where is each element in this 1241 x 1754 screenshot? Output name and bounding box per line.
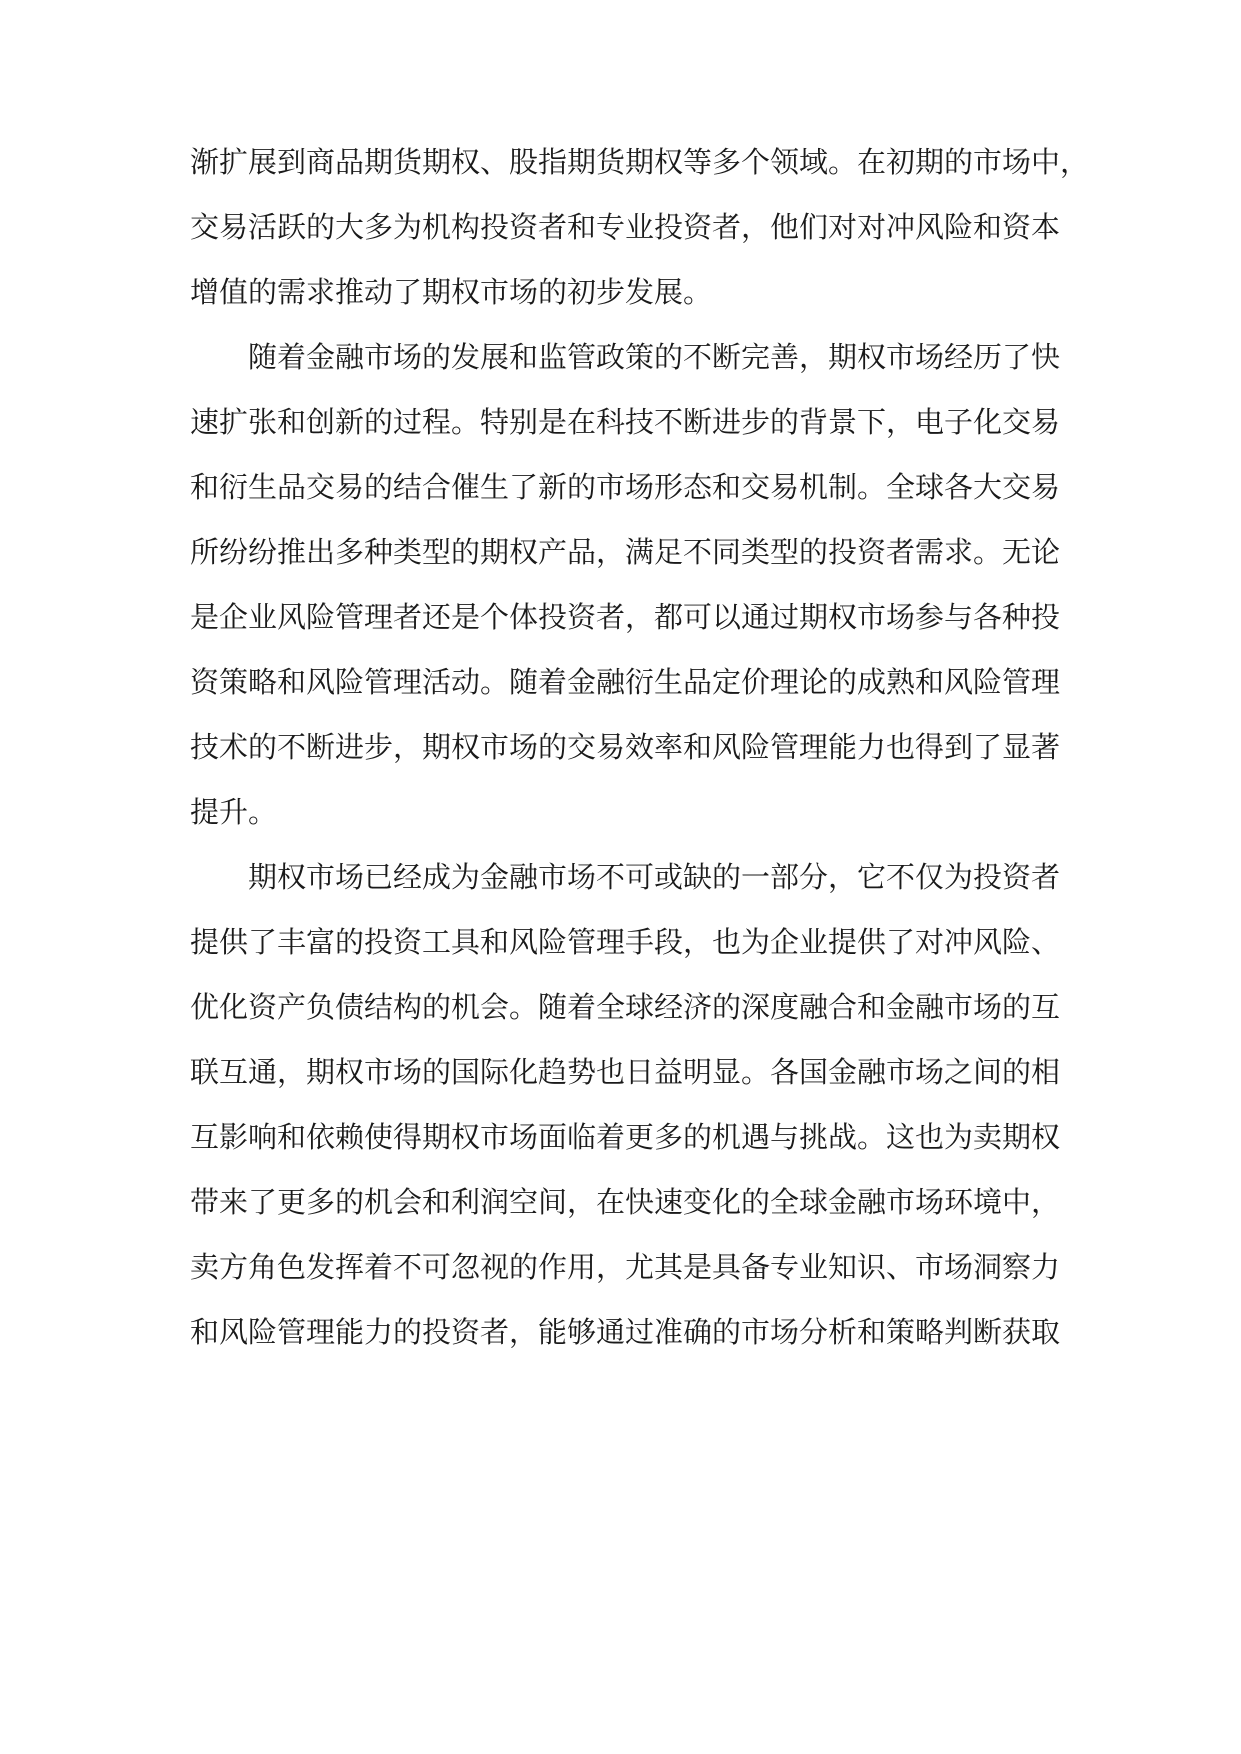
paragraph-3-line-2: 提供了丰富的投资工具和风险管理手段，也为企业提供了对冲风险、 — [190, 925, 1061, 959]
paragraph-2-line-5: 是企业风险管理者还是个体投资者，都可以通过期权市场参与各种投 — [190, 600, 1061, 634]
paragraph-3-line-8: 和风险管理能力的投资者，能够通过准确的市场分析和策略判断获取 — [190, 1315, 1061, 1349]
paragraph-2-line-6: 资策略和风险管理活动。随着金融衍生品定价理论的成熟和风险管理 — [190, 665, 1061, 699]
paragraph-3-line-6: 带来了更多的机会和利润空间，在快速变化的全球金融市场环境中， — [190, 1185, 1061, 1219]
paragraph-2-line-7: 技术的不断进步，期权市场的交易效率和风险管理能力也得到了显著 — [190, 730, 1061, 764]
paragraph-3-line-3: 优化资产负债结构的机会。随着全球经济的深度融合和金融市场的互 — [190, 990, 1061, 1024]
paragraph-1-line-3: 增值的需求推动了期权市场的初步发展。 — [190, 275, 713, 309]
paragraph-2-line-4: 所纷纷推出多种类型的期权产品，满足不同类型的投资者需求。无论 — [190, 535, 1061, 569]
paragraph-3-line-1: 期权市场已经成为金融市场不可或缺的一部分，它不仅为投资者 — [248, 860, 1061, 894]
paragraph-3-line-5: 互影响和依赖使得期权市场面临着更多的机遇与挑战。这也为卖期权 — [190, 1120, 1061, 1154]
paragraph-1-line-2: 交易活跃的大多为机构投资者和专业投资者，他们对对冲风险和资本 — [190, 210, 1061, 244]
paragraph-2-line-2: 速扩张和创新的过程。特别是在科技不断进步的背景下，电子化交易 — [190, 405, 1061, 439]
body-text — [190, 130, 1090, 1365]
paragraph-2-line-1: 随着金融市场的发展和监管政策的不断完善，期权市场经历了快 — [248, 340, 1061, 374]
paragraph-3-line-4: 联互通，期权市场的国际化趋势也日益明显。各国金融市场之间的相 — [190, 1055, 1061, 1089]
paragraph-2-line-8: 提升。 — [190, 795, 278, 829]
paragraph-2-line-3: 和衍生品交易的结合催生了新的市场形态和交易机制。全球各大交易 — [190, 470, 1061, 504]
paragraph-3-line-7: 卖方角色发挥着不可忽视的作用，尤其是具备专业知识、市场洞察力 — [190, 1250, 1061, 1284]
paragraph-1-line-1: 渐扩展到商品期货期权、股指期货期权等多个领域。在初期的市场中， — [190, 145, 1090, 179]
